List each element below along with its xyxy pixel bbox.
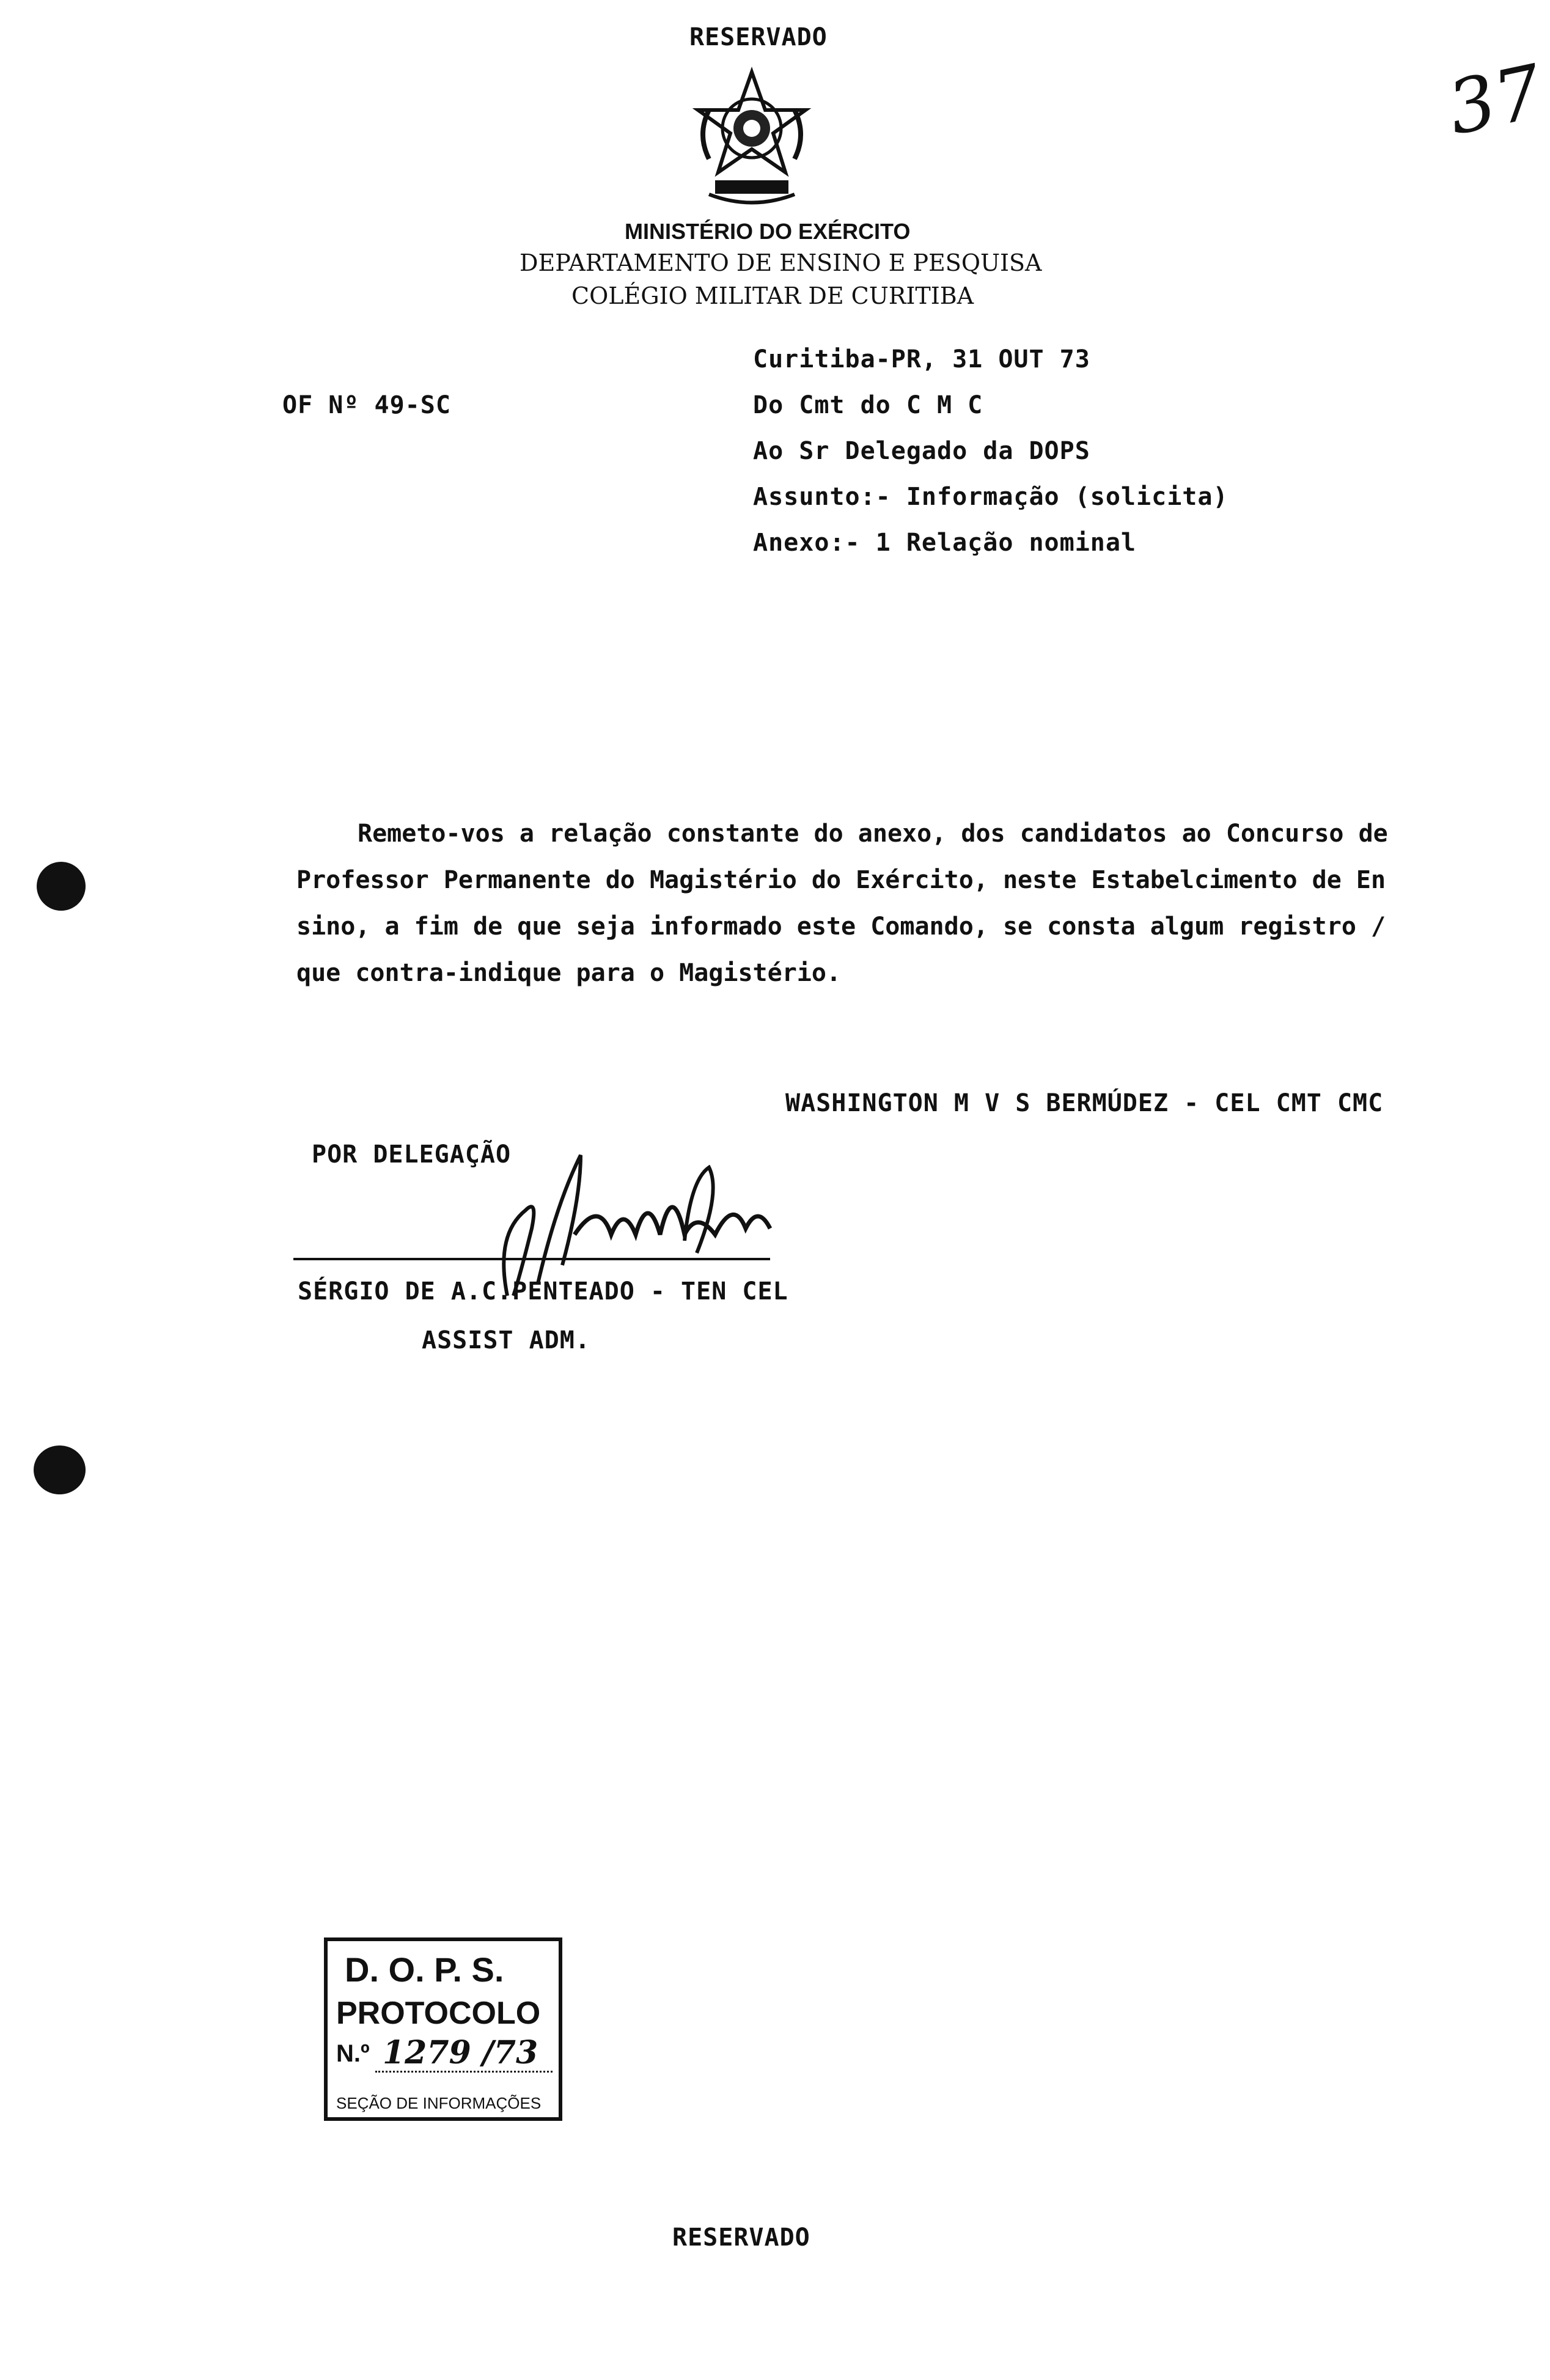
commander-signature-line: WASHINGTON M V S BERMÚDEZ - CEL CMT CMC [785, 1089, 1384, 1117]
office-reference: OF Nº 49-SC [282, 391, 451, 419]
punch-hole-bottom [34, 1445, 86, 1494]
stamp-number-dotted-line [375, 2071, 553, 2073]
memo-from: Do Cmt do C M C [753, 391, 983, 419]
memo-attachment: Anexo:- 1 Relação nominal [753, 529, 1137, 557]
stamp-section: SEÇÃO DE INFORMAÇÕES [336, 2094, 542, 2112]
classification-top: RESERVADO [689, 23, 828, 51]
memo-to: Ao Sr Delegado da DOPS [753, 437, 1090, 465]
stamp-number-value: 1279 /73 [383, 2034, 538, 2071]
stamp-number-label: N.º [336, 2040, 370, 2067]
college-title: COLÉGIO MILITAR DE CURITIBA [571, 282, 974, 309]
punch-hole-top [37, 862, 86, 911]
body-line-2: Professor Permanente do Magistério do Exército, neste Estabelcimento de En [296, 866, 1386, 894]
dops-protocol-stamp [324, 1937, 562, 2121]
delegation-label: POR DELEGAÇÃO [312, 1140, 512, 1169]
body-line-3: sino, a fim de que seja informado este Comando, se consta algum registro / [296, 913, 1386, 941]
page-number: 37 [1441, 49, 1550, 152]
department-title: DEPARTAMENTO DE ENSINO E PESQUISA [520, 249, 1042, 276]
classification-bottom: RESERVADO [672, 2224, 810, 2252]
ministry-title: MINISTÉRIO DO EXÉRCITO [625, 219, 911, 244]
coat-of-arms-icon [685, 67, 819, 211]
body-line-4: que contra-indique para o Magistério. [296, 959, 842, 987]
signer-name: SÉRGIO DE A.C.PENTEADO - TEN CEL [298, 1277, 788, 1306]
body-line-1: Remeto-vos a relação constante do anexo, dos candidatos ao Concurso de [358, 820, 1388, 848]
stamp-org: D. O. P. S. [345, 1950, 504, 1989]
signer-role: ASSIST ADM. [422, 1326, 590, 1354]
place-date: Curitiba-PR, 31 OUT 73 [753, 345, 1090, 373]
memo-subject: Assunto:- Informação (solicita) [753, 483, 1229, 511]
stamp-title: PROTOCOLO [336, 1996, 541, 2031]
